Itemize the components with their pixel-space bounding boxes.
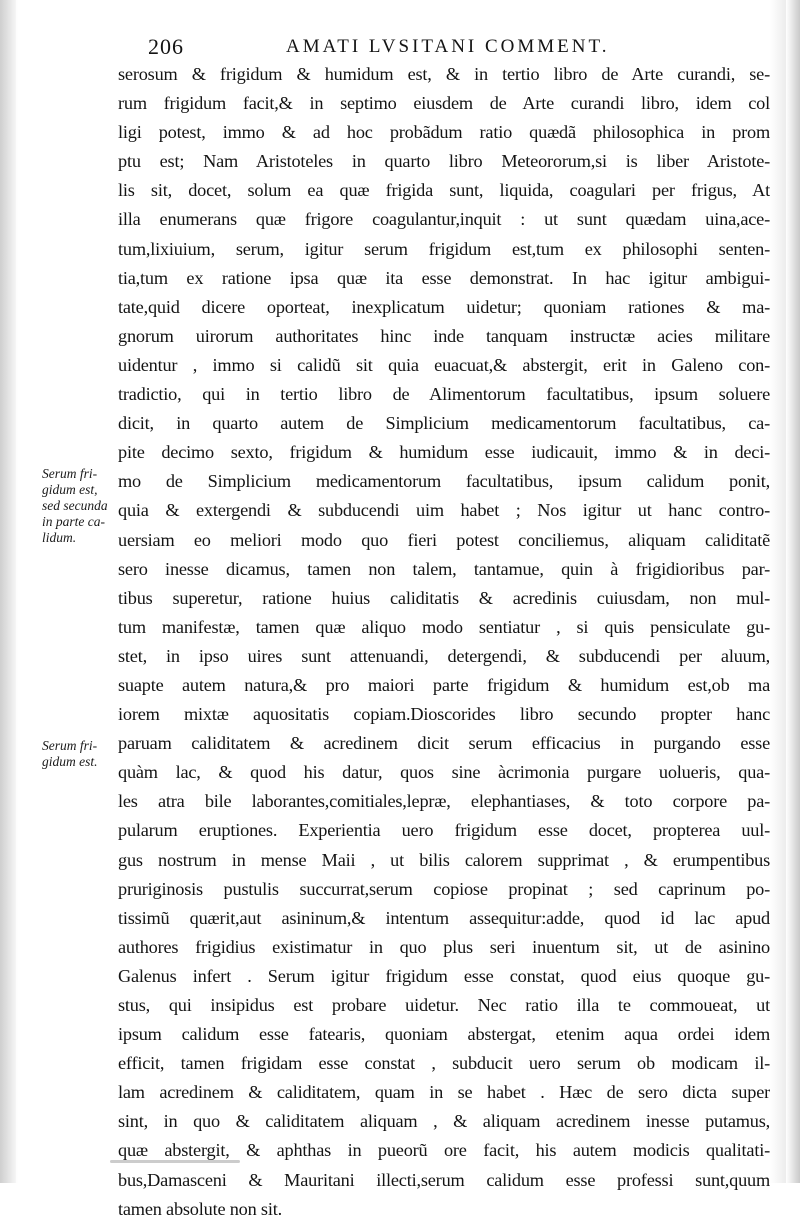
text-line: tissimũ quærit,aut asininum,& intentum assequitur:adde, quod id lac apud (118, 907, 770, 928)
text-line: lis sit, docet, solum ea quæ frigida sunt, liquida, coagulari per frigus, At (118, 180, 770, 201)
text-line: sero inesse dicamus, tamen non talem, tantamue, quin à frigidioribus par- (118, 558, 770, 579)
text-line: dicit, in quarto autem de Simplicium medicamentorum facultatibus, ca- (118, 413, 770, 434)
text-line: pite decimo sexto, frigidum & humidum esse iudicauit, immo & in deci- (118, 442, 770, 463)
margin-note-1 (42, 466, 124, 546)
text-line: mo de Simplicium medicamentorum facultatibus, ipsum calidum ponit, (118, 471, 770, 492)
text-line: uidentur , immo si calidũ sit quia euacuat,& abstergit, erit in Galeno con- (118, 354, 770, 375)
text-line: suapte autem natura,& pro maiori parte frigidum & humidum est,ob ma (118, 674, 770, 695)
text-line: stus, qui insipidus est probare uidetur. Nec ratio illa te commoueat, ut (118, 995, 770, 1015)
binding-shadow (0, 0, 16, 1183)
text-line: ptu est; Nam Aristoteles in quarto libro Meteororum,si is liber Aristote- (118, 151, 770, 172)
text-line: ipsum calidum esse fatearis, quoniam abstergat, etenim aqua ordei idem (118, 1024, 770, 1045)
margin-note-line: Serum fri- (42, 466, 98, 481)
text-line: pruriginosis pustulis succurrat,serum copiose propinat ; sed caprinum po- (118, 878, 770, 899)
text-line: tate,quid dicere oporteat, inexplicatum uidetur; quoniam rationes & ma- (118, 296, 770, 317)
text-line: rum frigidum facit,& in septimo eiusdem de Arte curandi libro, idem col (118, 93, 770, 114)
text-line: uersiam eo meliori modo quo fieri potest conciliemus, aliquam caliditatẽ (118, 529, 770, 550)
text-line: lam acredinem & caliditatem, quam in se habet . Hæc de sero dicta super (118, 1082, 770, 1103)
margin-note-line: Serum fri- (42, 738, 98, 753)
text-line: pularum eruptiones. Experientia uero frigidum esse docet, propterea uul- (118, 820, 770, 841)
text-line: tum,lixiuium, serum, igitur serum frigidum est,tum ex philosophi senten- (118, 238, 770, 259)
text-line: stet, in ipso uires sunt attenuandi, detergendi, & subducendi per aluum, (118, 645, 770, 666)
text-line: tradictio, qui in tertio libro de Alimentorum facultatibus, ipsum soluere (118, 384, 770, 405)
margin-note-line: gidum est. (42, 754, 98, 769)
text-line: les atra bile laborantes,comitiales,lepræ, elephantiases, & toto corpore pa- (118, 791, 770, 812)
text-line: quia & extergendi & subducendi uim habet ; Nos igitur ut hanc contro- (118, 500, 770, 521)
text-line: gus nostrum in mense Maii , ut bilis calorem supprimat , & erumpentibus (118, 849, 770, 870)
text-line: gnorum uirorum authoritates hinc inde tanquam instructæ acies militare (118, 325, 770, 346)
margin-note-line: gidum est, (42, 482, 98, 497)
margin-note-line: sed secunda (42, 498, 108, 513)
text-line: tamen absolute non sit. (118, 1198, 282, 1219)
text-line: serosum & frigidum & humidum est, & in tertio libro de Arte curandi, se- (118, 64, 770, 84)
text-line: paruam caliditatem & acredinem dicit serum efficacius in purgando esse (118, 733, 770, 754)
text-line: quàm lac, & quod his datur, quos sine àcrimonia purgare uolueris, qua- (118, 762, 770, 783)
text-line: illa enumerans quæ frigore coagulantur,inquit : ut sunt quædam uina,ace- (118, 209, 770, 230)
text-line: Galenus infert . Serum igitur frigidum esse constat, quod eius quoque gu- (118, 965, 770, 986)
page-number: 206 (148, 34, 184, 59)
ink-smudge (110, 1160, 240, 1163)
body-text (118, 60, 770, 1224)
page-edge-shadow (786, 0, 800, 1183)
text-line: efficit, tamen frigidam esse constat , subducit uero serum ob modicam il- (118, 1053, 770, 1074)
text-line: tibus superetur, ratione huius caliditatis & acredinis cuiusdam, non mul- (118, 587, 770, 608)
text-line: iorem mixtæ aquositatis copiam.Dioscorides libro secundo propter hanc (118, 704, 770, 725)
text-line: bus,Damasceni & Mauritani illecti,serum calidum esse professi sunt,quum (118, 1169, 770, 1190)
text-line: tia,tum ex ratione ipsa quæ ita esse demonstrat. In hac igitur ambigui- (118, 267, 770, 288)
text-line: sint, in quo & caliditatem aliquam , & aliquam acredinem inesse putamus, (118, 1111, 770, 1132)
margin-note-line: lidum. (42, 530, 77, 545)
text-line: authores frigidius existimatur in quo plus seri inuentum sit, ut de asinino (118, 936, 770, 957)
running-head: AMATI LVSITANI COMMENT. (286, 36, 610, 57)
margin-note-line: in parte ca- (42, 514, 105, 529)
text-line: tum manifestæ, tamen quæ aliquo modo sentiatur , si quis pensiculate gu- (118, 616, 770, 637)
page-header (148, 34, 768, 62)
text-line: ligi potest, immo & ad hoc probãdum ratio quædã philosophica in prom (118, 122, 770, 143)
text-line: quæ abstergit, & aphthas in pueorũ ore facit, his autem modicis qualitati- (118, 1140, 770, 1161)
margin-note-2 (42, 738, 124, 770)
